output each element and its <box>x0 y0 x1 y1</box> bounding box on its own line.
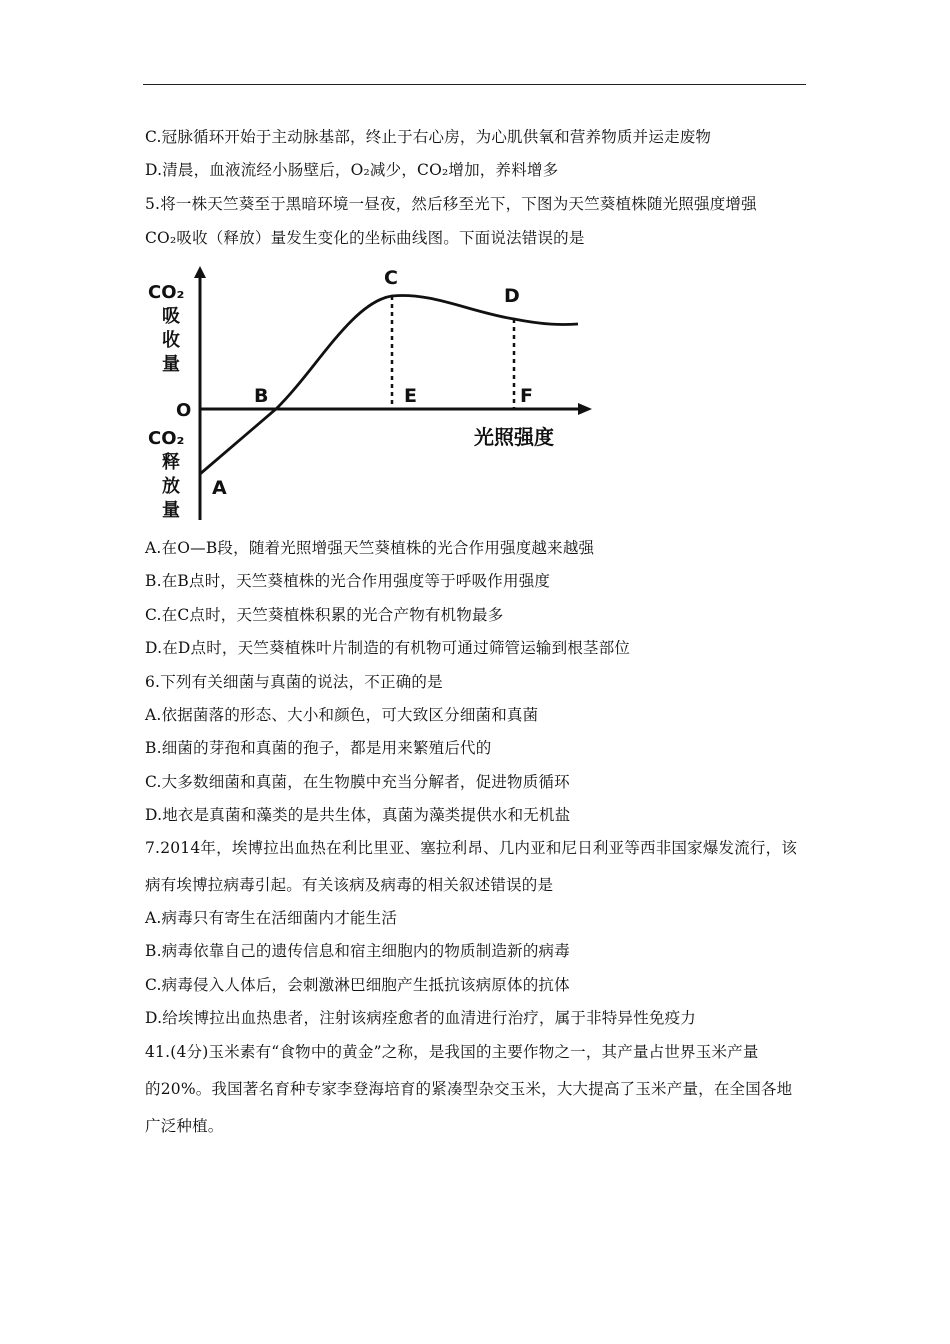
option-b: B.病毒依靠自己的遗传信息和宿主细胞内的物质制造新的病毒 <box>145 942 570 960</box>
question-41-stem: 的20%。我国著名育种专家李登海培育的紧凑型杂交玉米，大大提高了玉米产量，在全国各地 <box>145 1080 793 1098</box>
ylabel-bottom-1: 释 <box>162 452 180 473</box>
point-label-b: B <box>254 385 269 407</box>
xlabel: 光照强度 <box>474 425 554 449</box>
ylabel-top-1: 吸 <box>162 306 180 327</box>
option-b: B.在B点时，天竺葵植株的光合作用强度等于呼吸作用强度 <box>145 572 551 590</box>
option-a: A.依据菌落的形态、大小和颜色，可大致区分细菌和真菌 <box>145 706 539 724</box>
header-rule <box>143 84 806 85</box>
question-5-stem: CO₂吸收（释放）量发生变化的坐标曲线图。下面说法错误的是 <box>145 229 585 247</box>
point-label-a: A <box>212 477 227 499</box>
ylabel-bottom-0: CO₂ <box>148 428 185 449</box>
option-d: D.给埃博拉出血热患者，注射该病痊愈者的血清进行治疗，属于非特异性免疫力 <box>145 1009 697 1027</box>
ylabel-top-0: CO₂ <box>148 282 185 303</box>
question-6-stem: 6.下列有关细菌与真菌的说法，不正确的是 <box>145 673 443 691</box>
point-label-d: D <box>504 285 520 307</box>
option-b: B.细菌的芽孢和真菌的孢子，都是用来繁殖后代的 <box>145 739 492 757</box>
question-7-stem: 病有埃博拉病毒引起。有关该病及病毒的相关叙述错误的是 <box>145 876 554 894</box>
x-axis-arrow <box>578 403 592 415</box>
point-label-e: E <box>404 385 417 407</box>
ylabel-bottom-3: 量 <box>162 500 180 521</box>
text-line: C.冠脉循环开始于主动脉基部，终止于右心房，为心肌供氧和营养物质并运走废物 <box>145 128 712 146</box>
text-line: D.清晨，血液流经小肠壁后，O₂减少，CO₂增加，养料增多 <box>145 161 559 179</box>
point-label-c: C <box>384 267 398 289</box>
question-7-stem: 7.2014年，埃博拉出血热在利比里亚、塞拉利昂、几内亚和尼日利亚等西非国家爆发流行，该 <box>145 839 798 857</box>
option-c: C.大多数细菌和真菌，在生物膜中充当分解者，促进物质循环 <box>145 773 570 791</box>
y-axis-arrow <box>194 266 206 278</box>
option-d: D.在D点时，天竺葵植株叶片制造的有机物可通过筛管运输到根茎部位 <box>145 639 631 657</box>
option-c: C.在C点时，天竺葵植株积累的光合产物有机物最多 <box>145 606 504 624</box>
ylabel-bottom-2: 放 <box>162 476 180 497</box>
option-d: D.地衣是真菌和藻类的是共生体，真菌为藻类提供水和无机盐 <box>145 806 571 824</box>
option-a: A.在O—B段，随着光照增强天竺葵植株的光合作用强度越来越强 <box>145 539 595 557</box>
option-a: A.病毒只有寄生在活细菌内才能生活 <box>145 909 398 927</box>
ylabel-top-3: 量 <box>162 354 180 375</box>
question-41-stem: 广泛种植。 <box>145 1117 224 1135</box>
question-41-stem: 41.(4分)玉米素有“食物中的黄金”之称，是我国的主要作物之一，其产量占世界玉米产量 <box>145 1043 759 1061</box>
co2-light-chart <box>140 262 610 527</box>
origin-label: O <box>176 400 192 421</box>
ylabel-top-2: 收 <box>162 330 180 351</box>
point-label-f: F <box>520 385 533 407</box>
option-c: C.病毒侵入人体后，会刺激淋巴细胞产生抵抗该病原体的抗体 <box>145 976 570 994</box>
question-5-stem: 5.将一株天竺葵至于黑暗环境一昼夜，然后移至光下，下图为天竺葵植株随光照强度增强 <box>145 195 757 213</box>
